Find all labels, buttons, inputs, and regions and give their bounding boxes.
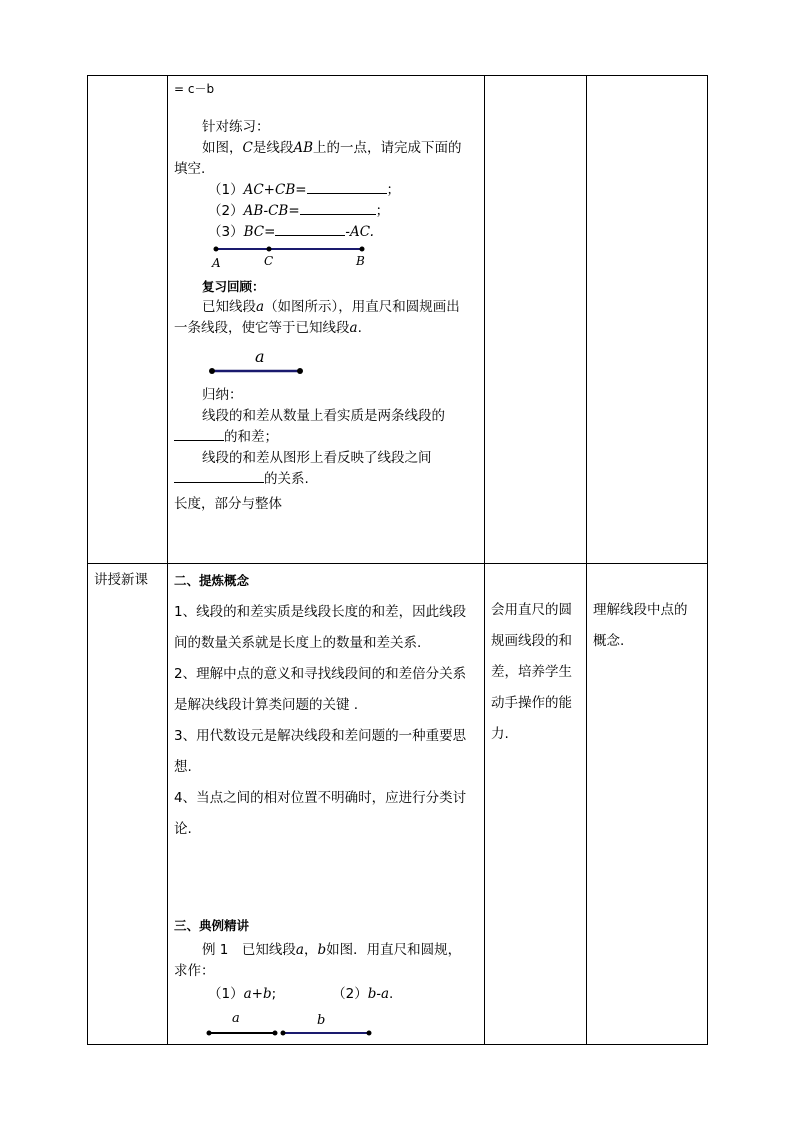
segments-ab-figure (206, 1009, 406, 1041)
answer-blank[interactable] (174, 427, 224, 441)
list-item: 想. (174, 759, 192, 775)
stage-label: 讲授新课 (94, 572, 148, 588)
question-3: （3）BC= -AC. (208, 224, 374, 240)
table-row (88, 76, 708, 564)
practice-intro: 如图，C是线段AB上的一点，请完成下面的 (202, 140, 462, 156)
intent-line: 理解线段中点的 (593, 602, 688, 618)
segment-acb-figure (204, 243, 404, 269)
point-b-dot (360, 247, 365, 252)
answer-blank[interactable] (307, 180, 387, 194)
segment-a-start-dot (207, 1031, 212, 1036)
activity-line: 会用直尺的圆 (491, 602, 572, 618)
point-b-label: B (356, 254, 365, 268)
practice-heading: 针对练习： (202, 119, 270, 135)
review-heading: 复习回顾： (202, 279, 265, 294)
example-tasks: （1）a+b; （2）b-a. (208, 986, 394, 1002)
practice-intro-end: 填空. (174, 161, 206, 177)
activity-line: 规画线段的和 (491, 633, 572, 649)
point-a-dot (214, 247, 219, 252)
segment-a-start-dot (209, 368, 215, 374)
answer-text: 长度，部分与整体 (174, 496, 282, 512)
point-a-label: A (212, 256, 221, 269)
list-item: 论. (174, 821, 192, 837)
point-c-dot (267, 247, 272, 252)
section2-title: 二、提炼概念 (174, 573, 250, 588)
intent-cell (587, 564, 708, 1045)
stage-cell (88, 76, 168, 564)
answer-blank[interactable] (300, 201, 376, 215)
segment-a-end-dot (297, 368, 303, 374)
intent-line: 概念. (593, 633, 625, 649)
activity-line: 力. (491, 726, 509, 742)
segment-a-label: a (232, 1011, 240, 1026)
activity-cell (485, 76, 587, 564)
summary-heading: 归纳： (202, 387, 243, 403)
intent-cell (587, 76, 708, 564)
answer-blank[interactable] (174, 469, 264, 483)
review-text: 已知线段a（如图所示），用直尺和圆规画出 (202, 299, 460, 315)
segment-a-label: a (255, 347, 265, 366)
section3-title: 三、典例精讲 (174, 918, 250, 933)
list-item: 3、用代数设元是解决线段和差问题的一种重要思 (174, 728, 467, 744)
stage-cell (88, 564, 168, 1045)
lesson-table (87, 75, 708, 1045)
concept-list (174, 597, 478, 845)
segment-a-figure (204, 345, 364, 385)
list-item: 2、理解中点的意义和寻找线段间的和差倍分关系 (174, 666, 467, 682)
table-row (88, 564, 708, 1045)
summary-1: 线段的和差从数量上看实质是两条线段的 (202, 408, 445, 424)
content-cell (168, 76, 485, 564)
activity-line: 动手操作的能 (491, 695, 572, 711)
list-item: 1、线段的和差实质是线段长度的和差，因此线段 (174, 604, 467, 620)
segment-b-start-dot (281, 1031, 286, 1036)
list-item: 4、当点之间的相对位置不明确时，应进行分类讨 (174, 790, 467, 806)
review-text-2: 一条线段，使它等于已知线段a. (174, 320, 362, 336)
formula-line: = c－b (174, 82, 215, 96)
activity-line: 差，培养学生 (491, 664, 572, 680)
answer-blank[interactable] (275, 222, 345, 236)
summary-1-end: 的和差； (174, 427, 478, 448)
list-item: 间的数量关系就是长度上的数量和差关系. (174, 635, 422, 651)
summary-2-end: 的关系. (174, 469, 478, 490)
question-2: （2）AB-CB= ； (208, 203, 390, 219)
example-text: 例 1 已知线段a，b如图．用直尺和圆规， (202, 942, 462, 958)
point-c-label: C (264, 254, 274, 268)
segment-a-end-dot (273, 1031, 278, 1036)
content-cell (168, 564, 485, 1045)
segment-b-label: b (317, 1013, 326, 1028)
summary-2: 线段的和差从图形上看反映了线段之间 (202, 450, 432, 466)
example-text-2: 求作： (174, 963, 215, 979)
segment-b-end-dot (367, 1031, 372, 1036)
list-item: 是解决线段计算类问题的关键 . (174, 697, 359, 713)
question-1: （1）AC+CB= ； (208, 182, 401, 198)
activity-cell (485, 564, 587, 1045)
